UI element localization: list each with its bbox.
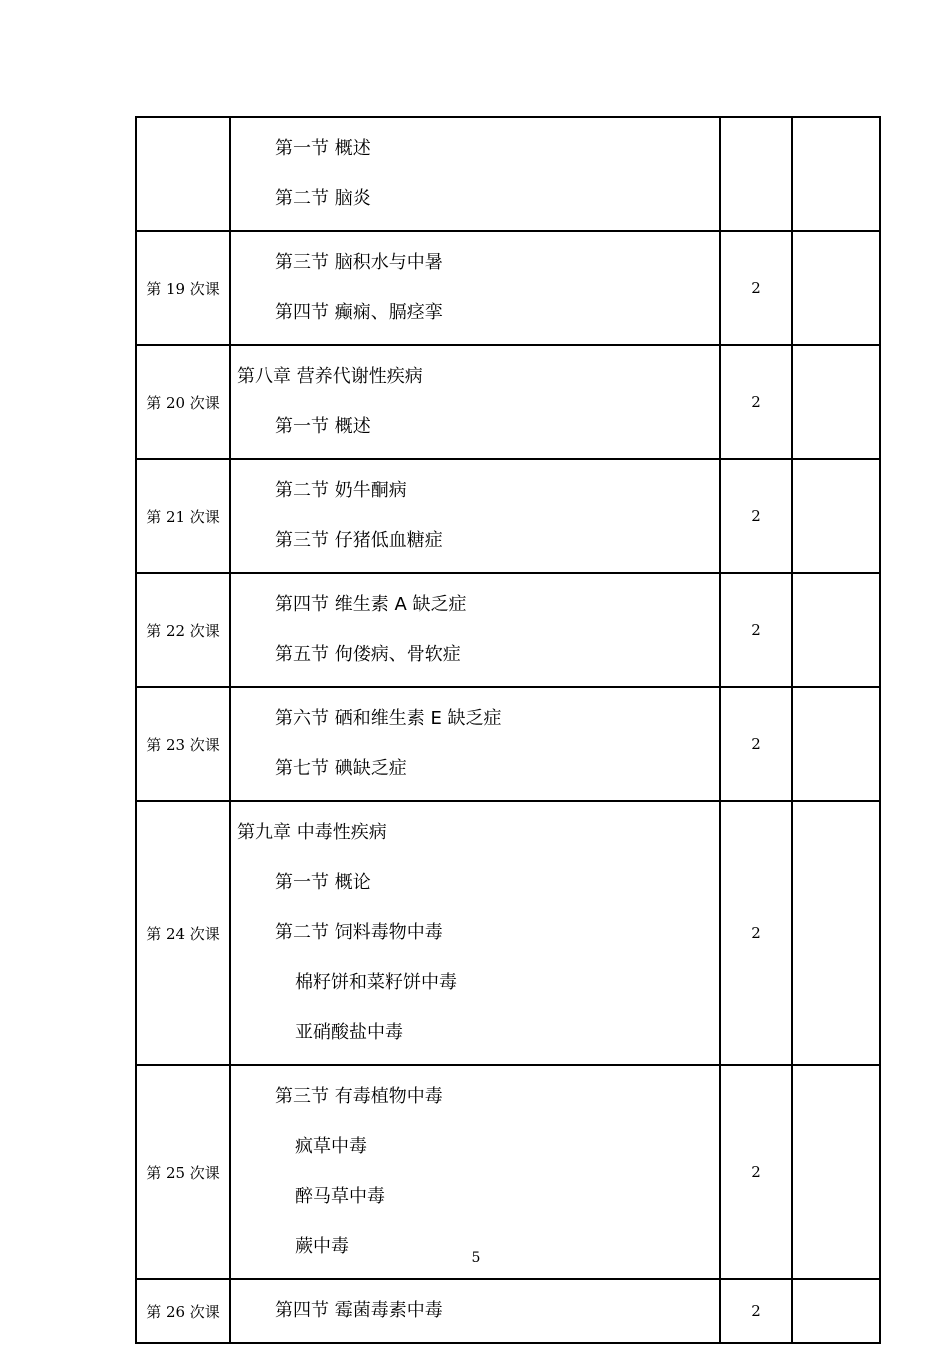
content-cell xyxy=(230,801,720,1065)
content-cell xyxy=(230,1279,720,1343)
section-title: 第五节 佝偻病、骨软症 xyxy=(275,644,461,665)
table-row xyxy=(136,801,880,1065)
content-cell xyxy=(230,1065,720,1279)
chapter-title: 第八章 营养代谢性疾病 xyxy=(237,366,423,387)
section-title: 第四节 维生素 A 缺乏症 xyxy=(275,594,467,615)
hours-cell: 2 xyxy=(720,231,792,345)
section-title: 第七节 碘缺乏症 xyxy=(275,758,407,779)
lesson-cell: 第 26 次课 xyxy=(136,1279,230,1343)
hours-cell: 2 xyxy=(720,687,792,801)
content-cell xyxy=(230,459,720,573)
table-row xyxy=(136,459,880,573)
chapter-title: 第九章 中毒性疾病 xyxy=(237,822,387,843)
lesson-cell: 第 21 次课 xyxy=(136,459,230,573)
hours-cell: 2 xyxy=(720,573,792,687)
section-title: 第四节 癫痫、膈痉挛 xyxy=(275,302,443,323)
lesson-cell: 第 24 次课 xyxy=(136,801,230,1065)
lesson-cell: 第 23 次课 xyxy=(136,687,230,801)
content-cell xyxy=(230,231,720,345)
table-row xyxy=(136,231,880,345)
hours-cell: 2 xyxy=(720,1065,792,1279)
section-title: 第三节 仔猪低血糖症 xyxy=(275,530,443,551)
note-cell xyxy=(792,573,880,687)
topic-item: 疯草中毒 xyxy=(295,1136,367,1157)
table-row xyxy=(136,1065,880,1279)
section-title: 第六节 硒和维生素 E 缺乏症 xyxy=(275,708,502,729)
note-cell xyxy=(792,801,880,1065)
content-cell xyxy=(230,573,720,687)
hours-cell: 2 xyxy=(720,1279,792,1343)
lesson-cell: 第 25 次课 xyxy=(136,1065,230,1279)
content-cell xyxy=(230,345,720,459)
content-cell xyxy=(230,687,720,801)
lesson-cell: 第 22 次课 xyxy=(136,573,230,687)
note-cell xyxy=(792,1065,880,1279)
note-cell xyxy=(792,231,880,345)
section-title: 第二节 饲料毒物中毒 xyxy=(275,922,443,943)
note-cell xyxy=(792,117,880,231)
table-row xyxy=(136,345,880,459)
section-title: 第二节 脑炎 xyxy=(275,188,371,209)
syllabus-table xyxy=(135,116,881,1344)
hours-cell: 2 xyxy=(720,345,792,459)
table-row xyxy=(136,573,880,687)
section-title: 第四节 霉菌毒素中毒 xyxy=(275,1300,443,1321)
section-title: 第一节 概述 xyxy=(275,416,371,437)
lesson-cell: 第 19 次课 xyxy=(136,231,230,345)
syllabus-table-body xyxy=(136,117,880,1343)
table-row xyxy=(136,117,880,231)
section-title: 第三节 有毒植物中毒 xyxy=(275,1086,443,1107)
content-cell xyxy=(230,117,720,231)
topic-item: 醉马草中毒 xyxy=(295,1186,385,1207)
hours-cell: 2 xyxy=(720,459,792,573)
lesson-cell xyxy=(136,117,230,231)
hours-cell xyxy=(720,117,792,231)
section-title: 第二节 奶牛酮病 xyxy=(275,480,407,501)
section-title: 第一节 概述 xyxy=(275,138,371,159)
hours-cell: 2 xyxy=(720,801,792,1065)
table-row xyxy=(136,1279,880,1343)
section-title: 第三节 脑积水与中暑 xyxy=(275,252,443,273)
note-cell xyxy=(792,345,880,459)
topic-item: 棉籽饼和菜籽饼中毒 xyxy=(295,972,457,993)
table-row xyxy=(136,687,880,801)
page-number: 5 xyxy=(471,1250,481,1266)
section-title: 第一节 概论 xyxy=(275,872,371,893)
note-cell xyxy=(792,687,880,801)
topic-item: 亚硝酸盐中毒 xyxy=(295,1022,403,1043)
topic-item: 蕨中毒 xyxy=(295,1236,349,1257)
note-cell xyxy=(792,459,880,573)
note-cell xyxy=(792,1279,880,1343)
lesson-cell: 第 20 次课 xyxy=(136,345,230,459)
